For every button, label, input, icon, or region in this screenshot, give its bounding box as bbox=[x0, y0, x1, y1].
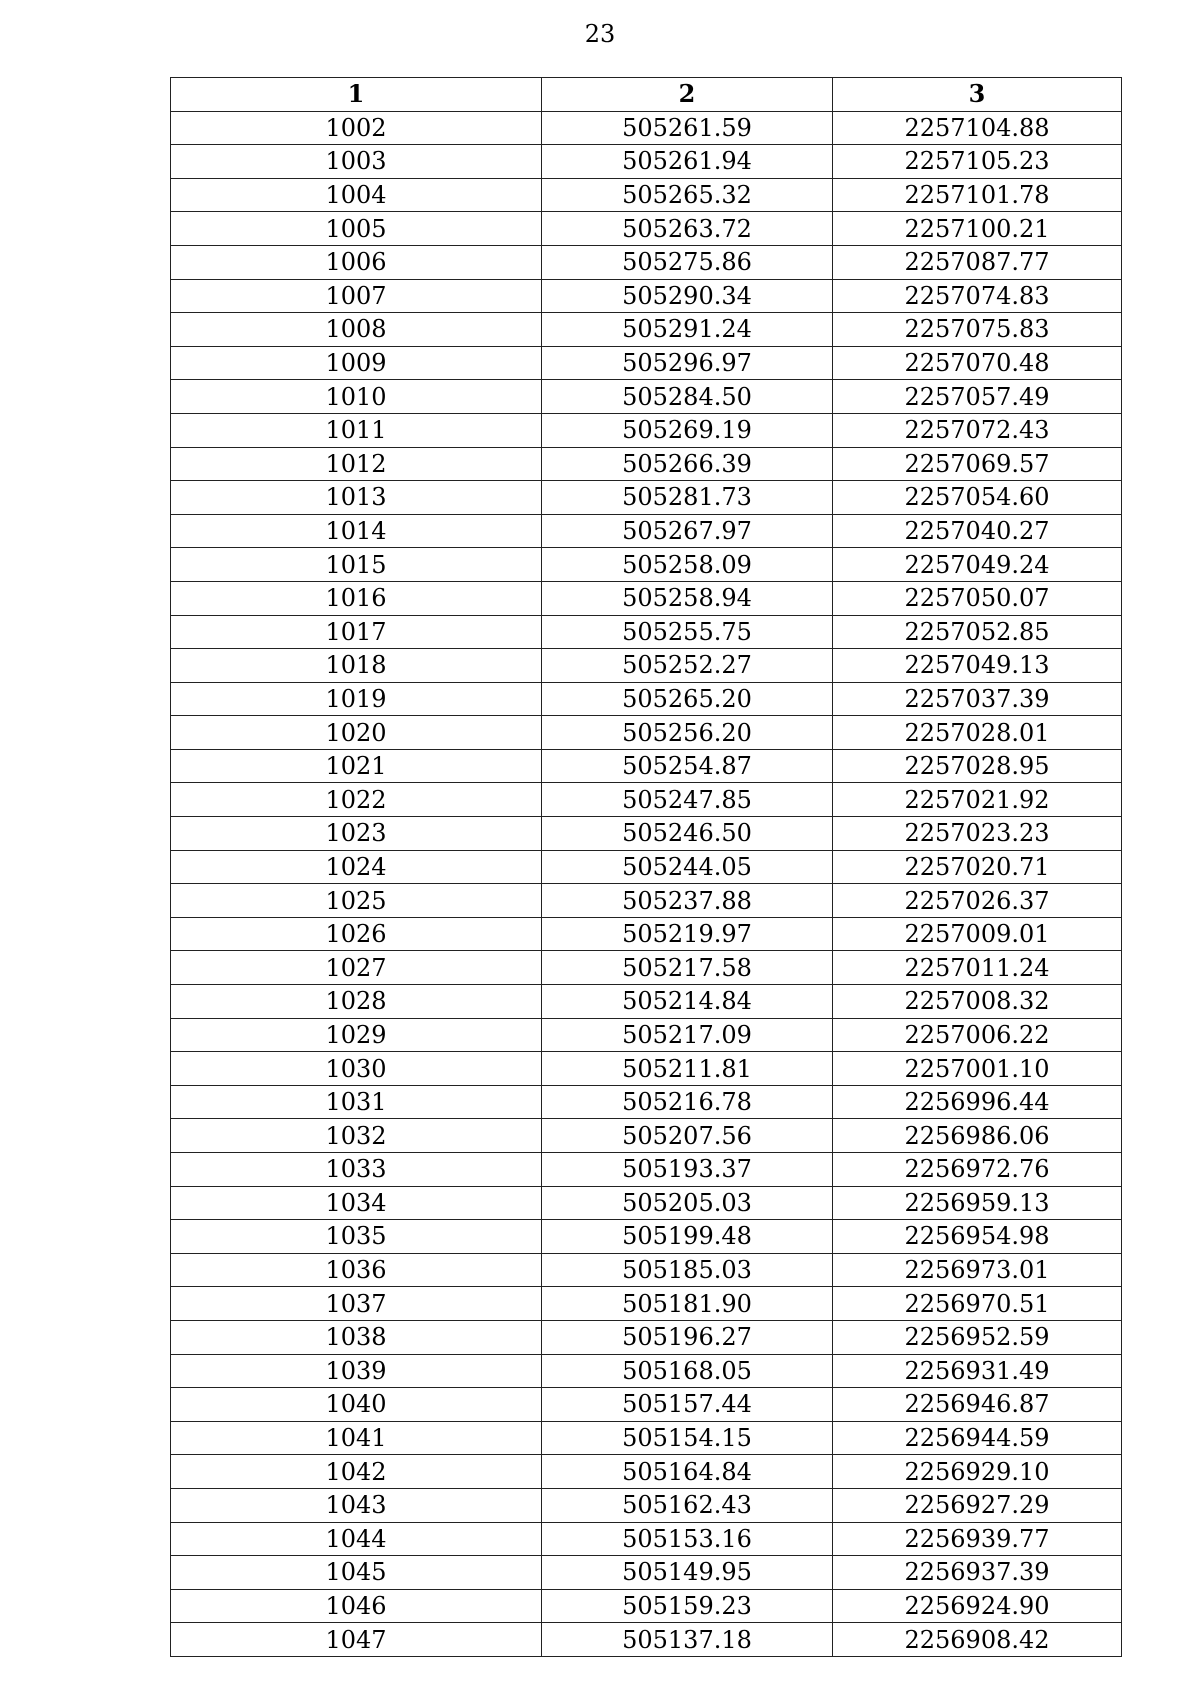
table-row bbox=[171, 346, 1122, 380]
column-header-1: 1 bbox=[171, 78, 542, 112]
table-row bbox=[171, 1623, 1122, 1657]
x-coordinate-cell: 505291.24 bbox=[542, 313, 833, 347]
point-number-cell: 1018 bbox=[171, 649, 542, 683]
y-coordinate-cell: 2257040.27 bbox=[833, 514, 1122, 548]
x-coordinate-cell: 505216.78 bbox=[542, 1085, 833, 1119]
table-row bbox=[171, 1253, 1122, 1287]
y-coordinate-cell: 2256927.29 bbox=[833, 1488, 1122, 1522]
table-row bbox=[171, 917, 1122, 951]
y-coordinate-cell: 2257049.13 bbox=[833, 649, 1122, 683]
y-coordinate-cell: 2257057.49 bbox=[833, 380, 1122, 414]
x-coordinate-cell: 505261.59 bbox=[542, 111, 833, 145]
y-coordinate-cell: 2256952.59 bbox=[833, 1320, 1122, 1354]
table-row bbox=[171, 1589, 1122, 1623]
point-number-cell: 1020 bbox=[171, 716, 542, 750]
point-number-cell: 1046 bbox=[171, 1589, 542, 1623]
table-row bbox=[171, 1354, 1122, 1388]
point-number-cell: 1026 bbox=[171, 917, 542, 951]
table-row bbox=[171, 749, 1122, 783]
point-number-cell: 1045 bbox=[171, 1556, 542, 1590]
x-coordinate-cell: 505258.09 bbox=[542, 548, 833, 582]
x-coordinate-cell: 505168.05 bbox=[542, 1354, 833, 1388]
point-number-cell: 1043 bbox=[171, 1488, 542, 1522]
x-coordinate-cell: 505159.23 bbox=[542, 1589, 833, 1623]
point-number-cell: 1024 bbox=[171, 850, 542, 884]
y-coordinate-cell: 2257006.22 bbox=[833, 1018, 1122, 1052]
point-number-cell: 1035 bbox=[171, 1220, 542, 1254]
y-coordinate-cell: 2256924.90 bbox=[833, 1589, 1122, 1623]
x-coordinate-cell: 505137.18 bbox=[542, 1623, 833, 1657]
point-number-cell: 1012 bbox=[171, 447, 542, 481]
table-row bbox=[171, 145, 1122, 179]
point-number-cell: 1029 bbox=[171, 1018, 542, 1052]
y-coordinate-cell: 2257049.24 bbox=[833, 548, 1122, 582]
y-coordinate-cell: 2256937.39 bbox=[833, 1556, 1122, 1590]
point-number-cell: 1039 bbox=[171, 1354, 542, 1388]
table-row bbox=[171, 649, 1122, 683]
table-row bbox=[171, 1287, 1122, 1321]
table-row bbox=[171, 1052, 1122, 1086]
table-row bbox=[171, 581, 1122, 615]
x-coordinate-cell: 505214.84 bbox=[542, 985, 833, 1019]
x-coordinate-cell: 505196.27 bbox=[542, 1320, 833, 1354]
y-coordinate-cell: 2256996.44 bbox=[833, 1085, 1122, 1119]
y-coordinate-cell: 2257075.83 bbox=[833, 313, 1122, 347]
point-number-cell: 1031 bbox=[171, 1085, 542, 1119]
x-coordinate-cell: 505181.90 bbox=[542, 1287, 833, 1321]
y-coordinate-cell: 2256908.42 bbox=[833, 1623, 1122, 1657]
table-row bbox=[171, 1455, 1122, 1489]
point-number-cell: 1042 bbox=[171, 1455, 542, 1489]
table-row bbox=[171, 850, 1122, 884]
x-coordinate-cell: 505217.58 bbox=[542, 951, 833, 985]
x-coordinate-cell: 505154.15 bbox=[542, 1421, 833, 1455]
point-number-cell: 1014 bbox=[171, 514, 542, 548]
table-row bbox=[171, 1085, 1122, 1119]
table-row bbox=[171, 1320, 1122, 1354]
point-number-cell: 1010 bbox=[171, 380, 542, 414]
point-number-cell: 1047 bbox=[171, 1623, 542, 1657]
y-coordinate-cell: 2257050.07 bbox=[833, 581, 1122, 615]
table-row bbox=[171, 985, 1122, 1019]
y-coordinate-cell: 2257069.57 bbox=[833, 447, 1122, 481]
y-coordinate-cell: 2256944.59 bbox=[833, 1421, 1122, 1455]
y-coordinate-cell: 2257008.32 bbox=[833, 985, 1122, 1019]
point-number-cell: 1036 bbox=[171, 1253, 542, 1287]
table-row bbox=[171, 178, 1122, 212]
table-row bbox=[171, 1388, 1122, 1422]
point-number-cell: 1003 bbox=[171, 145, 542, 179]
point-number-cell: 1005 bbox=[171, 212, 542, 246]
table-row bbox=[171, 682, 1122, 716]
x-coordinate-cell: 505261.94 bbox=[542, 145, 833, 179]
x-coordinate-cell: 505219.97 bbox=[542, 917, 833, 951]
table-row bbox=[171, 951, 1122, 985]
y-coordinate-cell: 2256946.87 bbox=[833, 1388, 1122, 1422]
table-row bbox=[171, 1186, 1122, 1220]
y-coordinate-cell: 2257054.60 bbox=[833, 481, 1122, 515]
point-number-cell: 1022 bbox=[171, 783, 542, 817]
y-coordinate-cell: 2257074.83 bbox=[833, 279, 1122, 313]
x-coordinate-cell: 505267.97 bbox=[542, 514, 833, 548]
x-coordinate-cell: 505211.81 bbox=[542, 1052, 833, 1086]
y-coordinate-cell: 2257028.01 bbox=[833, 716, 1122, 750]
table-header-row bbox=[171, 78, 1122, 112]
y-coordinate-cell: 2257070.48 bbox=[833, 346, 1122, 380]
y-coordinate-cell: 2257104.88 bbox=[833, 111, 1122, 145]
point-number-cell: 1037 bbox=[171, 1287, 542, 1321]
y-coordinate-cell: 2256929.10 bbox=[833, 1455, 1122, 1489]
x-coordinate-cell: 505237.88 bbox=[542, 884, 833, 918]
table-row bbox=[171, 380, 1122, 414]
table-row bbox=[171, 245, 1122, 279]
y-coordinate-cell: 2257087.77 bbox=[833, 245, 1122, 279]
point-number-cell: 1019 bbox=[171, 682, 542, 716]
x-coordinate-cell: 505258.94 bbox=[542, 581, 833, 615]
table-row bbox=[171, 817, 1122, 851]
x-coordinate-cell: 505247.85 bbox=[542, 783, 833, 817]
table-row bbox=[171, 783, 1122, 817]
point-number-cell: 1028 bbox=[171, 985, 542, 1019]
point-number-cell: 1009 bbox=[171, 346, 542, 380]
x-coordinate-cell: 505266.39 bbox=[542, 447, 833, 481]
point-number-cell: 1038 bbox=[171, 1320, 542, 1354]
point-number-cell: 1011 bbox=[171, 413, 542, 447]
point-number-cell: 1044 bbox=[171, 1522, 542, 1556]
x-coordinate-cell: 505281.73 bbox=[542, 481, 833, 515]
x-coordinate-cell: 505265.20 bbox=[542, 682, 833, 716]
x-coordinate-cell: 505162.43 bbox=[542, 1488, 833, 1522]
x-coordinate-cell: 505153.16 bbox=[542, 1522, 833, 1556]
x-coordinate-cell: 505275.86 bbox=[542, 245, 833, 279]
y-coordinate-cell: 2257023.23 bbox=[833, 817, 1122, 851]
y-coordinate-cell: 2257105.23 bbox=[833, 145, 1122, 179]
x-coordinate-cell: 505246.50 bbox=[542, 817, 833, 851]
y-coordinate-cell: 2257028.95 bbox=[833, 749, 1122, 783]
point-number-cell: 1021 bbox=[171, 749, 542, 783]
point-number-cell: 1006 bbox=[171, 245, 542, 279]
point-number-cell: 1033 bbox=[171, 1153, 542, 1187]
y-coordinate-cell: 2257052.85 bbox=[833, 615, 1122, 649]
y-coordinate-cell: 2257020.71 bbox=[833, 850, 1122, 884]
table-row bbox=[171, 1153, 1122, 1187]
table-row bbox=[171, 1421, 1122, 1455]
table-row bbox=[171, 514, 1122, 548]
point-number-cell: 1004 bbox=[171, 178, 542, 212]
y-coordinate-cell: 2256959.13 bbox=[833, 1186, 1122, 1220]
table-row bbox=[171, 313, 1122, 347]
y-coordinate-cell: 2257026.37 bbox=[833, 884, 1122, 918]
coordinates-table bbox=[170, 77, 1122, 1657]
point-number-cell: 1008 bbox=[171, 313, 542, 347]
point-number-cell: 1016 bbox=[171, 581, 542, 615]
point-number-cell: 1023 bbox=[171, 817, 542, 851]
point-number-cell: 1007 bbox=[171, 279, 542, 313]
point-number-cell: 1017 bbox=[171, 615, 542, 649]
y-coordinate-cell: 2256954.98 bbox=[833, 1220, 1122, 1254]
y-coordinate-cell: 2256986.06 bbox=[833, 1119, 1122, 1153]
x-coordinate-cell: 505207.56 bbox=[542, 1119, 833, 1153]
table-body bbox=[171, 111, 1122, 1656]
x-coordinate-cell: 505254.87 bbox=[542, 749, 833, 783]
y-coordinate-cell: 2257001.10 bbox=[833, 1052, 1122, 1086]
y-coordinate-cell: 2256939.77 bbox=[833, 1522, 1122, 1556]
table-row bbox=[171, 548, 1122, 582]
y-coordinate-cell: 2257021.92 bbox=[833, 783, 1122, 817]
table-row bbox=[171, 1119, 1122, 1153]
y-coordinate-cell: 2256931.49 bbox=[833, 1354, 1122, 1388]
point-number-cell: 1041 bbox=[171, 1421, 542, 1455]
x-coordinate-cell: 505149.95 bbox=[542, 1556, 833, 1590]
y-coordinate-cell: 2257072.43 bbox=[833, 413, 1122, 447]
x-coordinate-cell: 505185.03 bbox=[542, 1253, 833, 1287]
x-coordinate-cell: 505244.05 bbox=[542, 850, 833, 884]
point-number-cell: 1025 bbox=[171, 884, 542, 918]
table-row bbox=[171, 111, 1122, 145]
y-coordinate-cell: 2257037.39 bbox=[833, 682, 1122, 716]
y-coordinate-cell: 2256972.76 bbox=[833, 1153, 1122, 1187]
point-number-cell: 1002 bbox=[171, 111, 542, 145]
x-coordinate-cell: 505256.20 bbox=[542, 716, 833, 750]
point-number-cell: 1013 bbox=[171, 481, 542, 515]
table-row bbox=[171, 1488, 1122, 1522]
x-coordinate-cell: 505199.48 bbox=[542, 1220, 833, 1254]
y-coordinate-cell: 2257009.01 bbox=[833, 917, 1122, 951]
x-coordinate-cell: 505265.32 bbox=[542, 178, 833, 212]
point-number-cell: 1030 bbox=[171, 1052, 542, 1086]
y-coordinate-cell: 2256973.01 bbox=[833, 1253, 1122, 1287]
y-coordinate-cell: 2257101.78 bbox=[833, 178, 1122, 212]
table-row bbox=[171, 279, 1122, 313]
table-row bbox=[171, 1018, 1122, 1052]
x-coordinate-cell: 505269.19 bbox=[542, 413, 833, 447]
table-row bbox=[171, 716, 1122, 750]
table-row bbox=[171, 212, 1122, 246]
x-coordinate-cell: 505193.37 bbox=[542, 1153, 833, 1187]
column-header-2: 2 bbox=[542, 78, 833, 112]
x-coordinate-cell: 505263.72 bbox=[542, 212, 833, 246]
table-row bbox=[171, 413, 1122, 447]
x-coordinate-cell: 505205.03 bbox=[542, 1186, 833, 1220]
x-coordinate-cell: 505296.97 bbox=[542, 346, 833, 380]
table-row bbox=[171, 884, 1122, 918]
table-row bbox=[171, 615, 1122, 649]
y-coordinate-cell: 2257011.24 bbox=[833, 951, 1122, 985]
page-number: 23 bbox=[584, 20, 616, 48]
x-coordinate-cell: 505255.75 bbox=[542, 615, 833, 649]
point-number-cell: 1034 bbox=[171, 1186, 542, 1220]
point-number-cell: 1027 bbox=[171, 951, 542, 985]
x-coordinate-cell: 505252.27 bbox=[542, 649, 833, 683]
point-number-cell: 1040 bbox=[171, 1388, 542, 1422]
point-number-cell: 1032 bbox=[171, 1119, 542, 1153]
x-coordinate-cell: 505284.50 bbox=[542, 380, 833, 414]
table-row bbox=[171, 1556, 1122, 1590]
y-coordinate-cell: 2256970.51 bbox=[833, 1287, 1122, 1321]
table-row bbox=[171, 447, 1122, 481]
column-header-3: 3 bbox=[833, 78, 1122, 112]
table-row bbox=[171, 481, 1122, 515]
y-coordinate-cell: 2257100.21 bbox=[833, 212, 1122, 246]
point-number-cell: 1015 bbox=[171, 548, 542, 582]
x-coordinate-cell: 505290.34 bbox=[542, 279, 833, 313]
x-coordinate-cell: 505157.44 bbox=[542, 1388, 833, 1422]
table-row bbox=[171, 1220, 1122, 1254]
x-coordinate-cell: 505164.84 bbox=[542, 1455, 833, 1489]
table-row bbox=[171, 1522, 1122, 1556]
x-coordinate-cell: 505217.09 bbox=[542, 1018, 833, 1052]
